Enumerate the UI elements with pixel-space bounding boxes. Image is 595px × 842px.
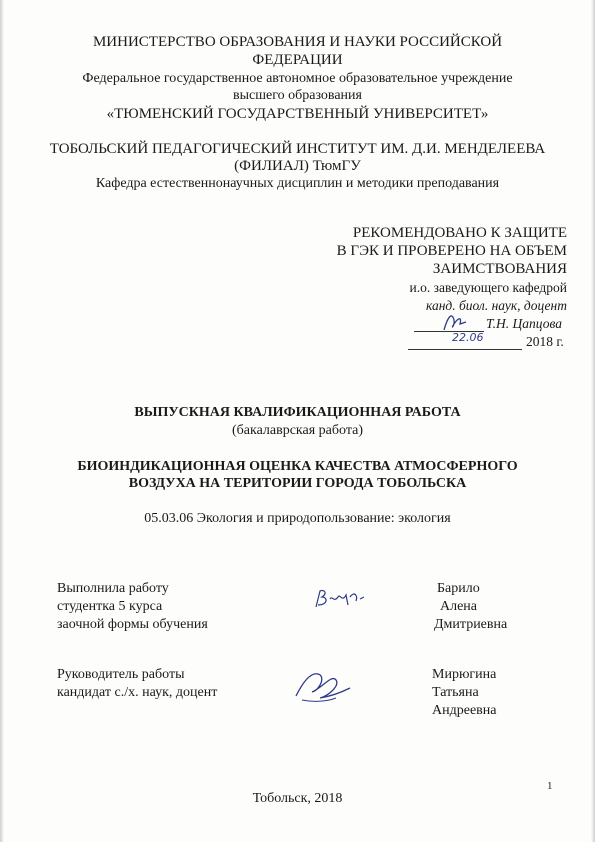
supervisor-label-1: Руководитель работы xyxy=(57,667,185,682)
specialty: 05.03.06 Экология и природопользование: экология xyxy=(144,511,451,526)
approval-date-handwritten: 22.06 xyxy=(452,331,484,344)
student-signature-icon xyxy=(312,585,368,615)
work-subtype: (бакалаврская работа) xyxy=(231,423,363,438)
student-label-1: Выполнила работу xyxy=(57,581,169,596)
student-first-name: Алена xyxy=(440,599,478,614)
institution-line-1: Федеральное государственное автономное образовательное учреждение xyxy=(82,71,513,86)
work-type: ВЫПУСКНАЯ КВАЛИФИКАЦИОННАЯ РАБОТА xyxy=(134,405,461,420)
approval-degree: канд. биол. наук, доцент xyxy=(425,298,567,313)
ministry-line-1: МИНИСТЕРСТВО ОБРАЗОВАНИЯ И НАУКИ РОССИЙСКОЙ xyxy=(92,34,503,50)
supervisor-surname: Мирюгина xyxy=(432,667,497,682)
student-surname: Барило xyxy=(437,581,480,596)
department-name: Кафедра естественнонаучных дисциплин и методики преподавания xyxy=(95,176,500,191)
approval-line-1: РЕКОМЕНДОВАНО К ЗАЩИТЕ xyxy=(352,225,567,241)
approval-line-2: В ГЭК И ПРОВЕРЕНО НА ОБЪЕМ xyxy=(336,243,567,259)
institution-line-2: высшего образования xyxy=(233,88,362,103)
approval-name: Т.Н. Цапцова xyxy=(486,316,562,331)
institute-line-1: ТОБОЛЬСКИЙ ПЕДАГОГИЧЕСКИЙ ИНСТИТУТ ИМ. Д.И. МЕНДЕЛЕЕВА xyxy=(49,141,546,157)
institute-line-2: (ФИЛИАЛ) ТюмГУ xyxy=(234,158,361,174)
supervisor-first-name: Татьяна xyxy=(432,685,479,700)
city-year: Тобольск, 2018 xyxy=(252,791,343,806)
supervisor-signature-icon xyxy=(292,666,356,706)
supervisor-label-2: кандидат с./х. наук, доцент xyxy=(57,685,218,700)
ministry-line-2: ФЕДЕРАЦИИ xyxy=(252,52,343,68)
supervisor-patronymic: Андреевна xyxy=(432,703,497,718)
university-name: «ТЮМЕНСКИЙ ГОСУДАРСТВЕННЫЙ УНИВЕРСИТЕТ» xyxy=(106,106,489,122)
approval-year: 2018 г. xyxy=(526,334,564,349)
approval-line-3: ЗАИМСТВОВАНИЯ xyxy=(432,261,567,277)
scan-left-edge xyxy=(0,0,4,842)
page-number: 1 xyxy=(547,780,553,792)
student-label-3: заочной формы обучения xyxy=(57,617,208,632)
student-label-2: студентка 5 курса xyxy=(57,599,163,614)
work-title-line-2: ВОЗДУХА НА ТЕРИТОРИИ ГОРОДА ТОБОЛЬСКА xyxy=(128,476,467,491)
student-patronymic: Дмитриевна xyxy=(434,617,508,632)
scan-right-edge xyxy=(591,0,595,842)
work-title-line-1: БИОИНДИКАЦИОННАЯ ОЦЕНКА КАЧЕСТВА АТМОСФЕРНОГО xyxy=(77,459,518,474)
approval-position: и.о. заведующего кафедрой xyxy=(409,280,567,295)
